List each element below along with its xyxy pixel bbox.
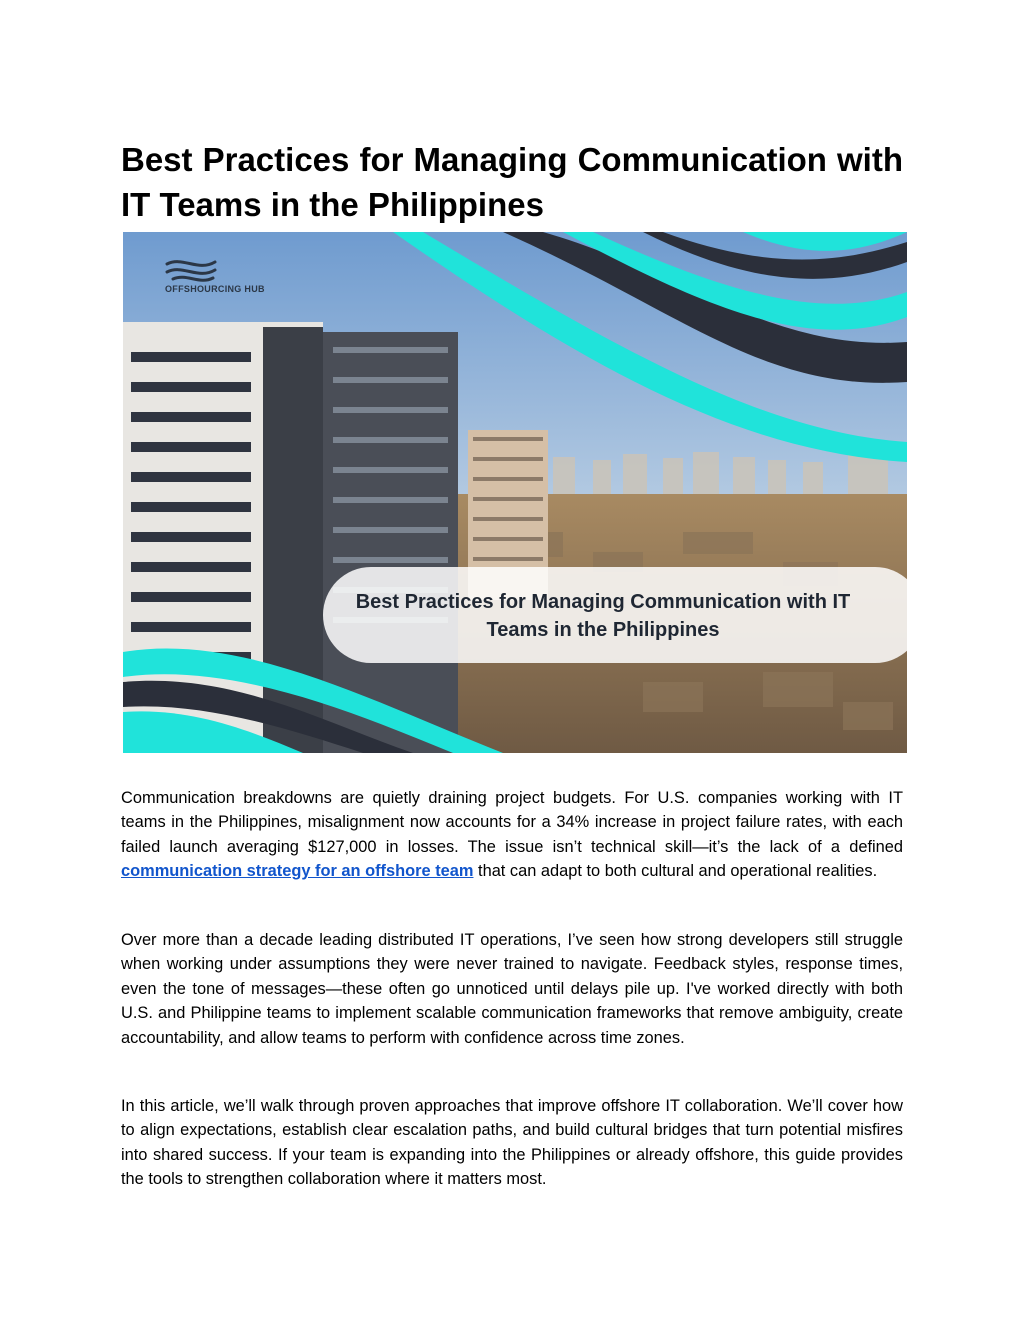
paragraph-text: In this article, we’ll walk through proven approaches that improve offshore IT collaboration. We’ll cover how to align expectations, establish clear escalation paths, and build cultural bridges that turn potential misfires into shared success. If your team is expanding into the Philippines or already offshore, this guide provides the tools to strengthen collaboration where it matters most. bbox=[121, 1097, 903, 1189]
offshore-communication-strategy-link[interactable]: communication strategy for an offshore team bbox=[121, 862, 474, 881]
paragraph-text: Over more than a decade leading distributed IT operations, I’ve seen how strong developers still struggle when working under assumptions they were never trained to navigate. Feedback styles, response times, even the tone of messages—these often go unnoticed until delays pile up. I've worked directly with both U.S. and Philippine teams to implement scalable communication frameworks that remove ambiguity, create accountability, and allow teams to perform with confidence across time zones. bbox=[121, 931, 903, 1047]
paragraph-2 bbox=[121, 928, 903, 1050]
hero-banner-title: Best Practices for Managing Communication with IT Teams in the Philippines bbox=[355, 591, 851, 641]
paragraph-text bbox=[121, 786, 903, 884]
paragraph-1-before: Communication breakdowns are quietly draining project budgets. For U.S. companies working with IT teams in the Philippines, misalignment now accounts for a 34% increase in project failure rates, with each failed launch averaging $127,000 in losses. The issue isn’t technical skill—it’s the lack of a defined bbox=[121, 789, 903, 856]
paragraph-3 bbox=[121, 1094, 903, 1192]
paragraph-1 bbox=[121, 786, 903, 884]
hero-logo-text: OFFSHOURCING HUB bbox=[165, 284, 265, 294]
hero-image bbox=[123, 232, 907, 753]
hero-illustration bbox=[123, 232, 907, 753]
article-title: Best Practices for Managing Communication with IT Teams in the Philippines bbox=[121, 141, 903, 223]
paragraph-1-after: that can adapt to both cultural and operational realities. bbox=[473, 862, 878, 881]
